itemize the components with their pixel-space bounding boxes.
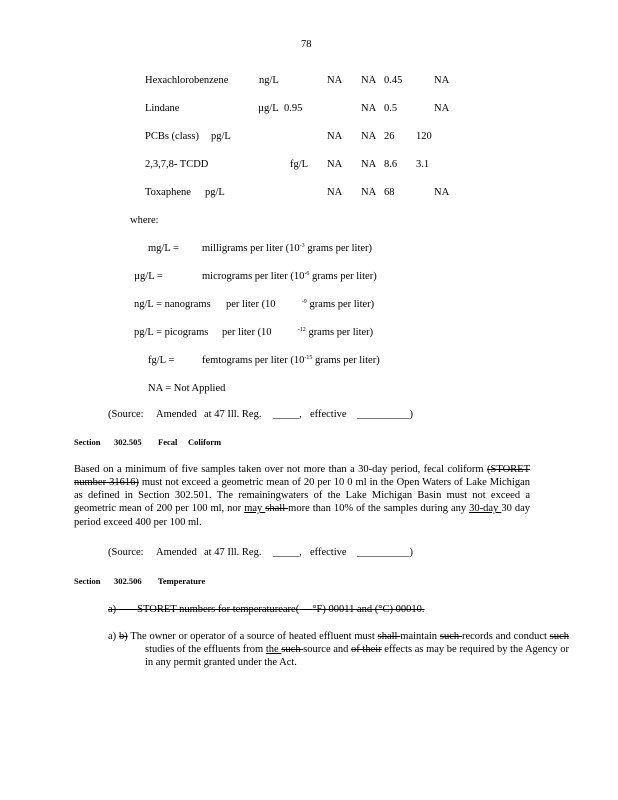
section-title: Temperature [158, 576, 206, 586]
definition-exponent: -6 [304, 271, 310, 277]
struck-text: (STORET number 31616) [74, 464, 530, 489]
value-c5: 3.1 [416, 159, 430, 170]
definition-tail: grams per liter) [308, 327, 374, 338]
definition-line [148, 242, 373, 255]
definition-desc: micrograms per liter (10 [202, 271, 305, 282]
source-effective: effective [310, 409, 347, 420]
section-label: Section [74, 576, 101, 586]
parameter-name: Lindane [145, 103, 180, 114]
source-blank-date: __________) [357, 409, 413, 420]
source-open: (Source: [108, 547, 144, 558]
value-c3: NA [361, 103, 377, 114]
definition-tail: grams per liter) [314, 355, 380, 366]
value-c5: NA [434, 103, 450, 114]
section-label: Section [74, 437, 101, 447]
definition-abbr: fg/L = [148, 355, 175, 366]
struck-item-a: a) STORET numbers for temperatureare( °F) 00011 and (°C) 00010. [108, 604, 425, 615]
section-number: 302.505 [114, 437, 142, 447]
unit: µg/L [258, 103, 279, 114]
inserted-text: the [265, 644, 282, 656]
struck-text: such [549, 631, 569, 642]
source-amended: Amended [156, 547, 197, 558]
source-blank-reg: _____, [273, 547, 302, 558]
source-note [108, 546, 413, 559]
definition-line [134, 270, 377, 283]
value-c2: NA [327, 131, 343, 142]
value-c2: NA [327, 159, 343, 170]
definition-tail: grams per liter) [307, 243, 373, 254]
definition-exponent: -9 [301, 299, 307, 305]
source-open: (Source: [108, 409, 144, 420]
definition-abbr: NA = Not Applied [148, 383, 226, 394]
value-c4: 8.6 [384, 159, 398, 170]
definition-desc: per liter (10 [222, 327, 272, 338]
value-c3: NA [361, 187, 377, 198]
source-reg: at 47 Ill. Reg. [204, 547, 262, 558]
unit: pg/L [205, 187, 225, 198]
definition-desc: milligrams per liter (10 [202, 243, 300, 254]
source-effective: effective [310, 547, 347, 558]
value-c2: NA [327, 187, 343, 198]
inserted-text: 30-day [469, 503, 502, 515]
struck-text: of their [351, 644, 382, 656]
definition-line [148, 382, 225, 395]
parameter-name: Hexachlorobenzene [145, 75, 229, 86]
value-c5: NA [434, 187, 450, 198]
value-c3: NA [361, 131, 377, 142]
value-c5: 120 [416, 131, 432, 142]
section-title-2: Coliform [188, 437, 222, 447]
value-c2: NA [327, 75, 343, 86]
item-label: a) [108, 604, 117, 615]
definition-abbr: ng/L = nanograms [134, 299, 211, 310]
definition-tail: grams per liter) [309, 299, 375, 310]
source-blank-reg: _____, [273, 409, 302, 420]
value-c3: NA [361, 159, 377, 170]
section-title: Fecal [158, 437, 178, 447]
struck-text: shall [377, 631, 401, 642]
unit: pg/L [211, 131, 231, 142]
definition-tail: grams per liter) [311, 271, 377, 282]
item-label-old: b) [119, 631, 128, 642]
definition-exponent: -12 [297, 327, 306, 333]
definition-abbr: µg/L = [134, 271, 163, 282]
value-c1: 0.95 [284, 103, 303, 114]
definition-line [148, 354, 380, 367]
parameter-name: PCBs (class) [145, 131, 199, 142]
source-reg: at 47 Ill. Reg. [204, 409, 262, 420]
parameter-name: 2,3,7,8- TCDD [145, 159, 209, 170]
page-number: 78 [301, 39, 312, 50]
value-c4: 0.45 [384, 75, 403, 86]
definition-line [134, 326, 374, 339]
definition-desc: femtograms per liter (10 [202, 355, 305, 366]
definition-abbr: mg/L = [148, 243, 179, 254]
item-a-paragraph: a) b) The owner or operator of a source of heated effluent must shall maintain such records and conduct such studies of the effluents from the such source and of their effects as may be required by the Agency or in any permit granted under the Act. [108, 631, 570, 669]
value-c5: NA [434, 75, 450, 86]
unit: ng/L [259, 75, 279, 86]
value-c4: 68 [384, 187, 395, 198]
where-label: where: [130, 215, 159, 226]
section-number: 302.506 [114, 576, 142, 586]
value-c3: NA [361, 75, 377, 86]
struck-text: such [439, 631, 462, 642]
source-blank-date: __________) [357, 547, 413, 558]
item-label-new: a) [108, 631, 117, 642]
paragraph-fecal-coliform: Based on a minimum of five samples taken over not more than a 30-day period, fecal coliform (STORET number 31616) must not exceed a geometric mean of 20 per 10 0 ml in the Open Waters of Lake Michigan as defined in Section 302.501. The remainingwaters of the Lake Michigan Basin must not exceed a geometric mean of 200 per 100 ml, nor may shall more than 10% of the samples during any 30-day 30 day period exceed 400 per 100 ml. [74, 464, 531, 528]
definition-desc: per liter (10 [226, 299, 276, 310]
source-note [108, 408, 413, 421]
source-amended: Amended [156, 409, 197, 420]
value-c4: 26 [384, 131, 395, 142]
unit: fg/L [290, 159, 309, 170]
definition-exponent: -15 [304, 355, 313, 361]
section-heading [74, 437, 222, 448]
struck-text: such [281, 644, 304, 656]
definition-abbr: pg/L = picograms [134, 327, 209, 338]
parameter-name: Toxaphene [145, 187, 191, 198]
struck-text: shall [265, 503, 289, 515]
definition-exponent: -3 [299, 243, 305, 249]
section-heading [74, 576, 206, 587]
value-c4: 0.5 [384, 103, 398, 114]
inserted-text: may [244, 503, 266, 515]
definition-line [134, 298, 375, 311]
